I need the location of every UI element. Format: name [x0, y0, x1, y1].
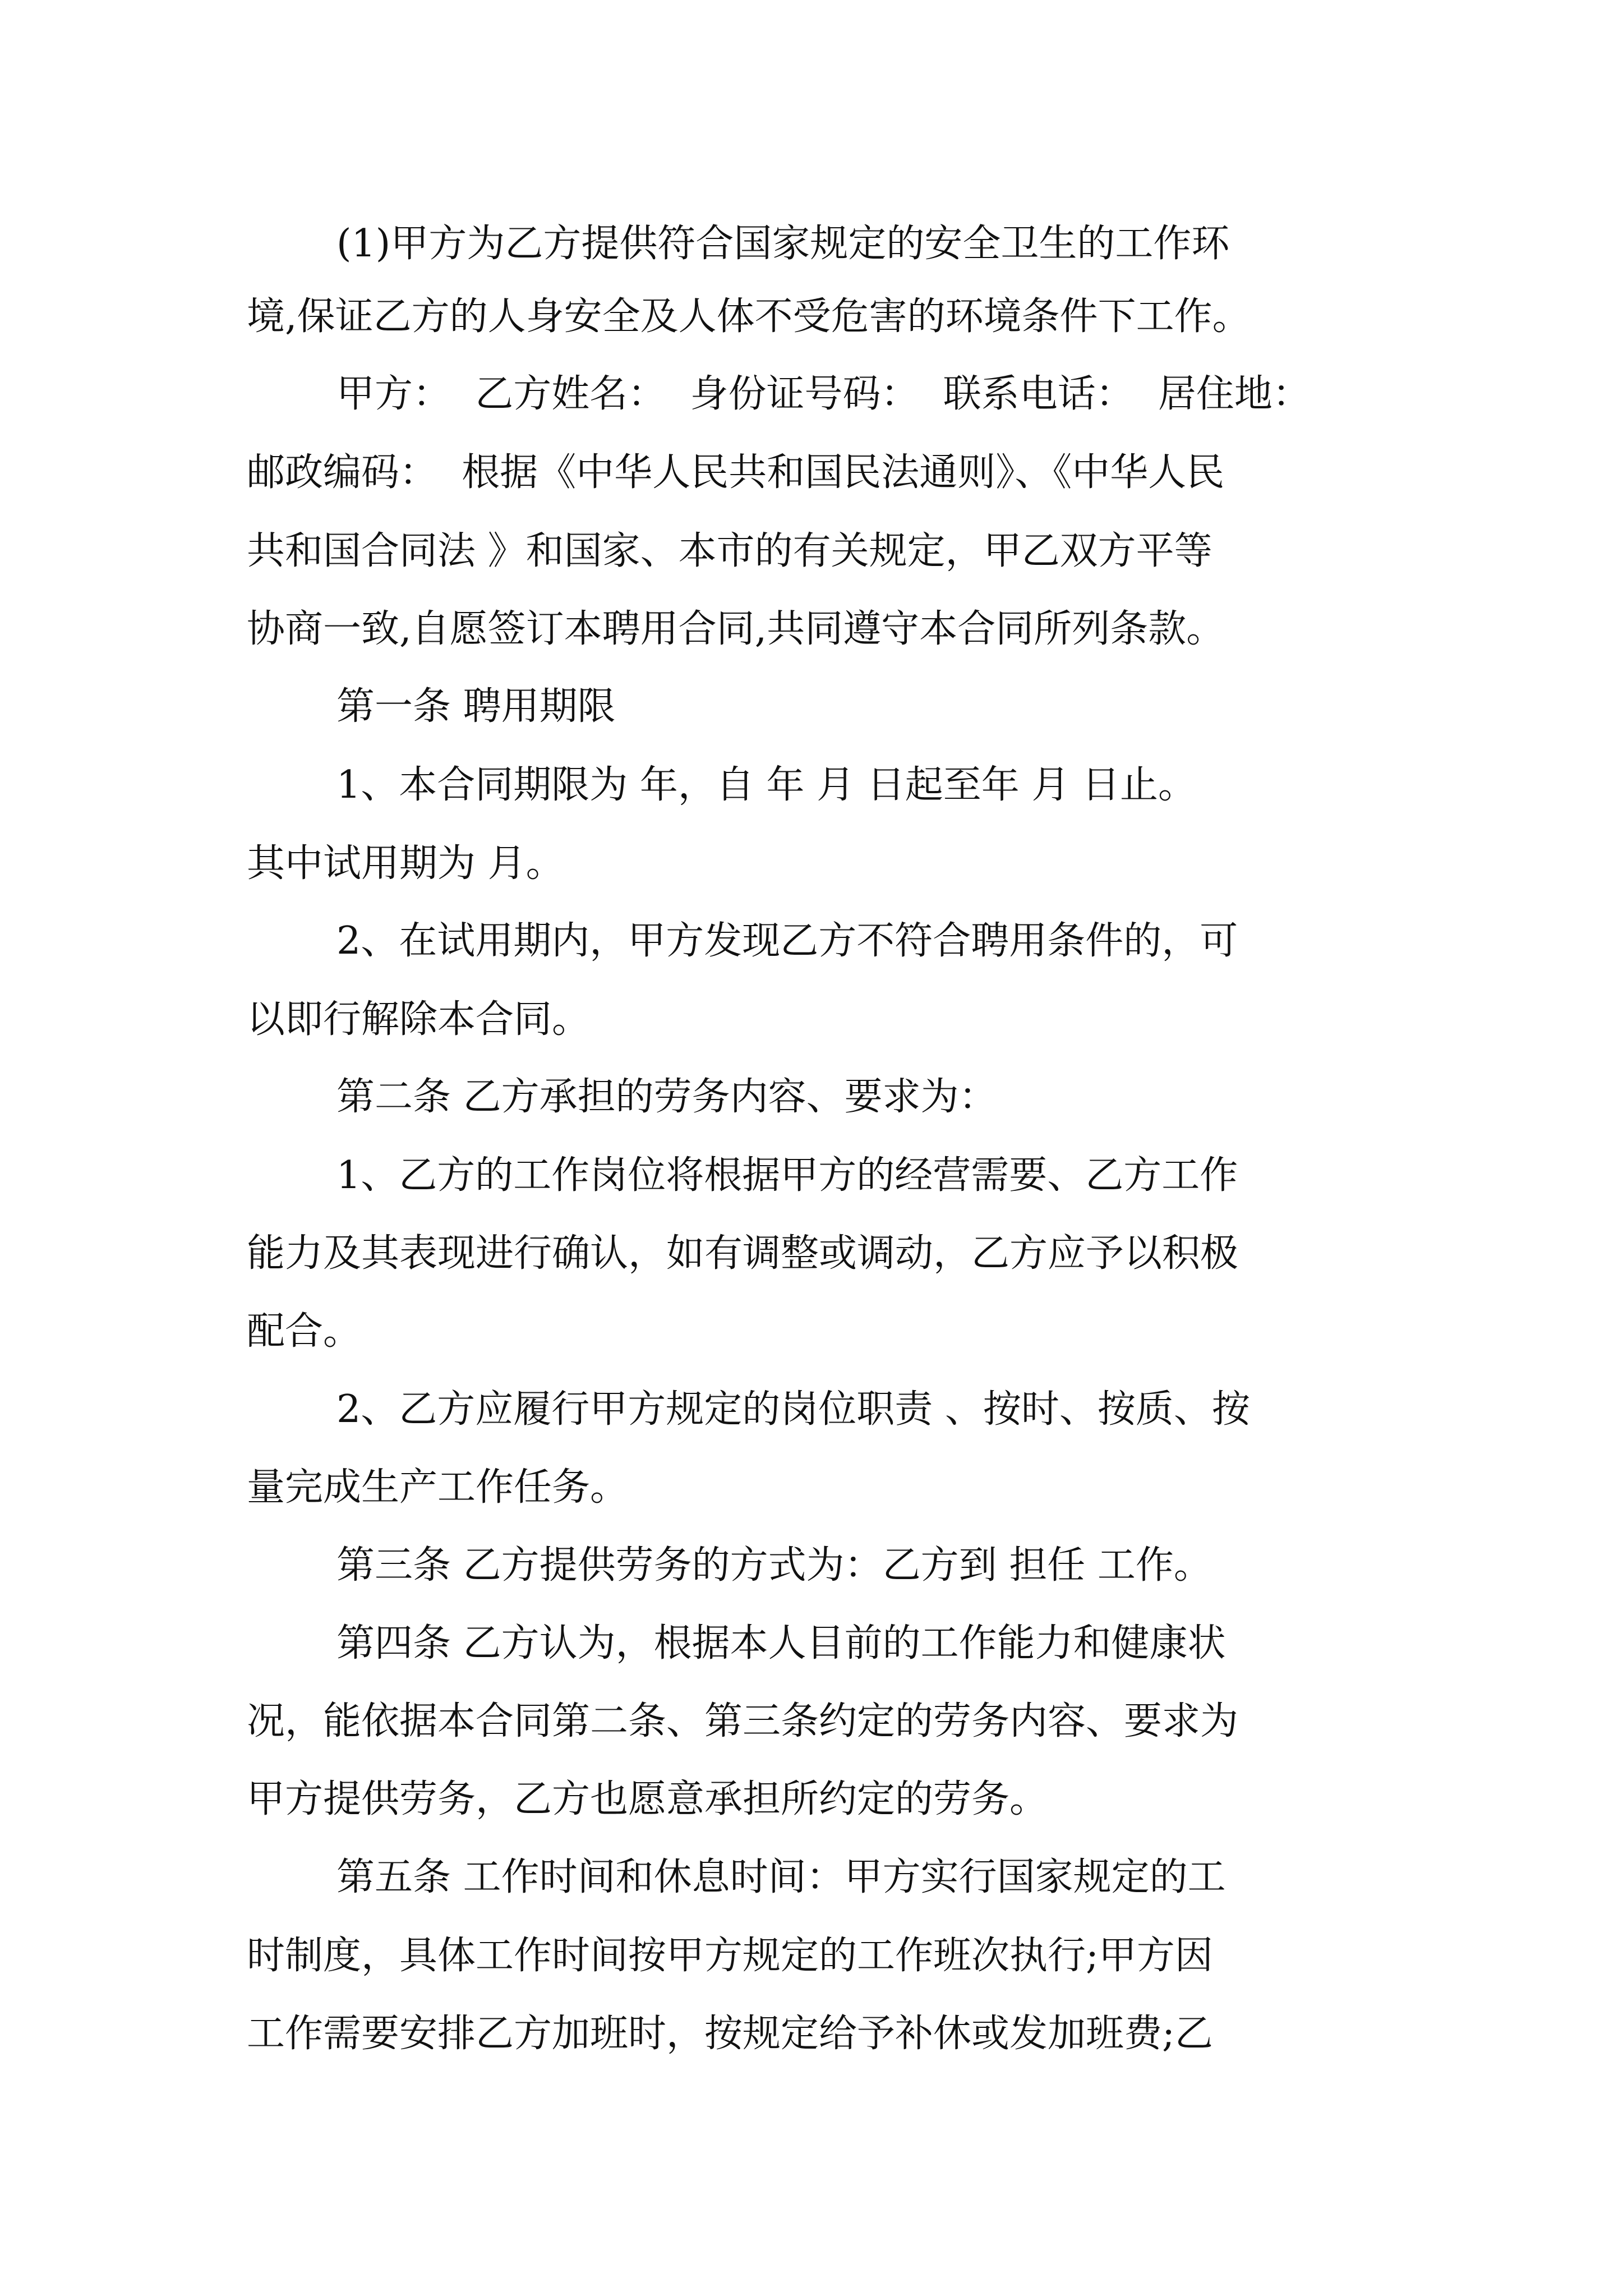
- text-line: 第五条 工作时间和休息时间：甲方实行国家规定的工: [336, 1855, 1226, 1899]
- text-line: 境,保证乙方的人身安全及人体不受危害的环境条件下工作。: [247, 295, 1251, 339]
- text-line: 甲方提供劳务，乙方也愿意承担所约定的劳务。: [247, 1777, 1048, 1821]
- text-line: 第一条 聘用期限: [336, 684, 616, 729]
- text-line: (1)甲方为乙方提供符合国家规定的安全卫生的工作环: [336, 222, 1230, 266]
- text-line: 能力及其表现进行确认，如有调整或调动，乙方应予以积极: [247, 1231, 1239, 1276]
- text-line: 1、本合同期限为 年，自 年 月 日起至年 月 日止。: [336, 763, 1196, 807]
- text-line: 工作需要安排乙方加班时，按规定给予补休或发加班费;乙: [247, 2012, 1213, 2056]
- text-line: 甲方： 乙方姓名： 身份证号码： 联系电话： 居住地：: [336, 372, 1311, 416]
- text-line: 2、乙方应履行甲方规定的岗位职责 、按时、按质、按: [336, 1387, 1250, 1432]
- text-line: 况，能依据本合同第二条、第三条约定的劳务内容、要求为: [247, 1699, 1239, 1743]
- text-line: 第三条 乙方提供劳务的方式为：乙方到 担任 工作。: [336, 1543, 1212, 1588]
- text-line: 其中试用期为 月。: [247, 841, 564, 886]
- text-line: 第四条 乙方认为，根据本人目前的工作能力和健康状: [336, 1621, 1226, 1665]
- text-line: 协商一致,自愿签订本聘用合同,共同遵守本合同所列条款。: [247, 607, 1225, 651]
- text-line: 量完成生产工作任务。: [247, 1465, 629, 1510]
- text-line: 邮政编码： 根据《中华人民共和国民法通则》、《中华人民: [247, 450, 1225, 495]
- text-line: 2、在试用期内，甲方发现乙方不符合聘用条件的，可: [336, 919, 1238, 963]
- text-line: 第二条 乙方承担的劳务内容、要求为：: [336, 1075, 997, 1119]
- text-line: 时制度，具体工作时间按甲方规定的工作班次执行;甲方因: [247, 1934, 1213, 1978]
- text-line: 1、乙方的工作岗位将根据甲方的经营需要、乙方工作: [336, 1153, 1238, 1198]
- text-line: 以即行解除本合同。: [247, 997, 591, 1042]
- text-line: 共和国合同法 》和国家、本市的有关规定，甲乙双方平等: [247, 529, 1212, 573]
- text-line: 配合。: [247, 1309, 362, 1354]
